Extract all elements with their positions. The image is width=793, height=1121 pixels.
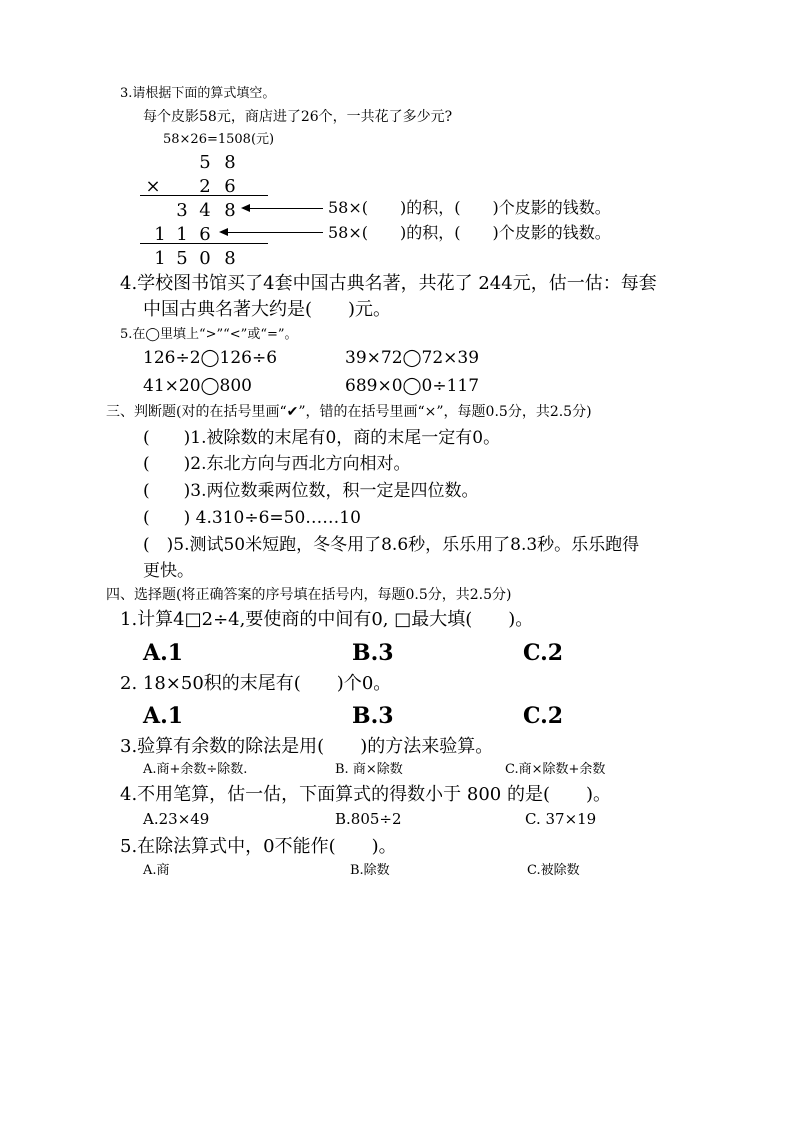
choice-question-5: 5.在除法算式中，0不能作( )。 <box>120 836 397 857</box>
q3-equation: 58×26=1508(元) <box>163 132 275 147</box>
option: A.1 <box>143 640 184 666</box>
judge-item-continuation: 更快。 <box>143 561 194 581</box>
option: B.除数 <box>350 863 390 878</box>
divider-line <box>140 243 268 244</box>
digit: 5 <box>199 152 211 173</box>
q4-line-1: 4.学校图书馆买了4套中国古典名著，共花了 244元，估一估：每套 <box>120 273 657 294</box>
option: C. 37×19 <box>525 810 597 828</box>
q3-title: 3.请根据下面的算式填空。 <box>120 86 276 101</box>
option: A.商 <box>143 863 170 878</box>
compare-item: 126÷2◯126÷6 <box>143 348 278 368</box>
option: C.2 <box>523 703 564 729</box>
option: B.3 <box>352 640 394 666</box>
times-sign: × <box>145 176 161 197</box>
arrow-left-icon <box>221 232 323 233</box>
choice-question-4: 4.不用笔算，估一估，下面算式的得数小于 800 的是( )。 <box>120 784 612 805</box>
digit: 1 <box>154 248 166 269</box>
compare-item: 41×20◯800 <box>143 376 252 396</box>
compare-item: 39×72◯72×39 <box>345 348 480 368</box>
judge-item: ( )1.被除数的末尾有0，商的末尾一定有0。 <box>143 428 501 448</box>
option: A.23×49 <box>143 810 210 828</box>
judge-item: ( ) 4.310÷6=50……10 <box>143 508 361 528</box>
choice-question-1: 1.计算4□2÷4,要使商的中间有0, □最大填( )。 <box>120 609 534 630</box>
digit: 3 <box>176 200 188 221</box>
option: C.被除数 <box>527 863 580 878</box>
section-4-heading: 四、选择题(将正确答案的序号填在括号内，每题0.5分，共2.5分) <box>106 587 512 603</box>
digit: 8 <box>224 200 236 221</box>
option: B.805÷2 <box>335 810 402 828</box>
digit: 2 <box>199 176 211 197</box>
option: C.2 <box>523 640 564 666</box>
judge-item: ( )5.测试50米短跑，冬冬用了8.6秒，乐乐用了8.3秒。乐乐跑得 <box>143 535 640 555</box>
digit: 8 <box>224 152 236 173</box>
digit: 4 <box>199 200 211 221</box>
option: A.商+余数÷除数. <box>143 762 248 777</box>
judge-item: ( )2.东北方向与西北方向相对。 <box>143 454 411 474</box>
digit: 8 <box>224 248 236 269</box>
digit: 0 <box>199 248 211 269</box>
digit: 5 <box>176 248 188 269</box>
q3-annotation-2: 58×( )的积，( )个皮影的钱数。 <box>328 223 611 242</box>
q3-problem: 每个皮影58元，商店进了26个，一共花了多少元? <box>143 109 453 125</box>
q5-title: 5.在◯里填上“>”“<”或“=”。 <box>120 327 298 342</box>
option: B. 商×除数 <box>335 762 403 777</box>
digit: 6 <box>199 224 211 245</box>
q3-annotation-1: 58×( )的积，( )个皮影的钱数。 <box>328 198 611 217</box>
arrow-left-icon <box>243 208 323 209</box>
choice-question-3: 3.验算有余数的除法是用( )的方法来验算。 <box>120 736 494 757</box>
q4-line-2: 中国古典名著大约是( )元。 <box>143 299 392 320</box>
choice-question-2: 2. 18×50积的末尾有( )个0。 <box>120 673 392 694</box>
section-3-heading: 三、判断题(对的在括号里画“✔”，错的在括号里画“×”，每题0.5分，共2.5分) <box>106 404 592 420</box>
digit: 1 <box>176 224 188 245</box>
compare-item: 689×0◯0÷117 <box>345 376 480 396</box>
option: B.3 <box>352 703 394 729</box>
option: C.商×除数+余数 <box>505 762 606 777</box>
digit: 1 <box>154 224 166 245</box>
option: A.1 <box>143 703 184 729</box>
judge-item: ( )3.两位数乘两位数，积一定是四位数。 <box>143 481 479 501</box>
divider-line <box>140 195 268 196</box>
digit: 6 <box>224 176 236 197</box>
